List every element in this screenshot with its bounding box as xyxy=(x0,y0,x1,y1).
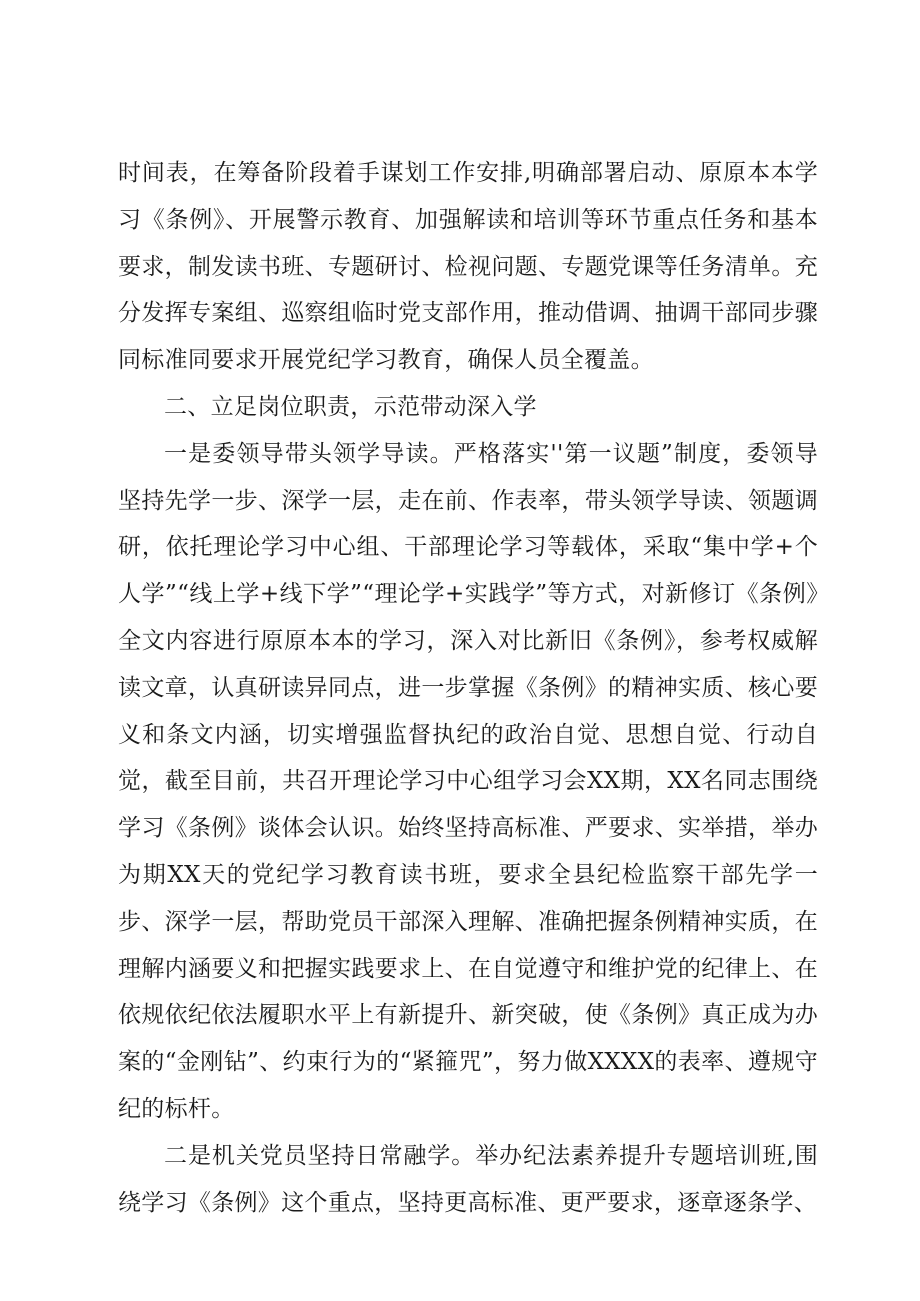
paragraph-members-study: 二是机关党员坚持日常融学。举办纪法素养提升专题培训班,围绕学习《条例》这个重点，坚持更高标准、更严要求，逐章逐条学、 xyxy=(118,1142,818,1216)
document-body xyxy=(118,150,818,1226)
paragraph-leaders-study: 一是委领导带头领学导读。严格落实''第一议题”制度，委领导坚持先学一步、深学一层，走在前、作表率，带头领学导读、领题调研，依托理论学习中心组、干部理论学习等载体，采取“集中学+个人学”“线上学+线下学”“理论学+实践学”等方式，对新修订《条例》全文内容进行原原本本的学习，深入对比新旧《条例》，参考权威解读文章，认真研读异同点，进一步掌握《条例》的精神实质、核心要义和条文内涵，切实增强监督执纪的政治自觉、思想自觉、行动自觉，截至目前，共召开理论学习中心组学习会XX期，XX名同志围绕学习《条例》谈体会认识。始终坚持高标准、严要求、实举措，举办为期XX天的党纪学习教育读书班，要求全县纪检监察干部先学一步、深学一层，帮助党员干部深入理解、准确把握条例精神实质，在理解内涵要义和把握实践要求上、在自觉遵守和维护党的纪律上、在依规依纪依法履职水平上有新提升、新突破，使《条例》真正成为办案的“金刚钻”、约束行为的“紧箍咒”，努力做XXXX的表率、遵规守纪的标杆。 xyxy=(118,440,818,1122)
paragraph-continuation: 时间表，在筹备阶段着手谋划工作安排,明确部署启动、原原本本学习《条例》、开展警示教育、加强解读和培训等环节重点任务和基本要求，制发读书班、专题研讨、检视问题、专题党课等任务清单。充分发挥专案组、巡察组临时党支部作用，推动借调、抽调干部同步骤同标准同要求开展党纪学习教育，确保人员全覆盖。 xyxy=(118,160,818,374)
section-heading: 二、立足岗位职责，示范带动深入学 xyxy=(164,393,537,420)
